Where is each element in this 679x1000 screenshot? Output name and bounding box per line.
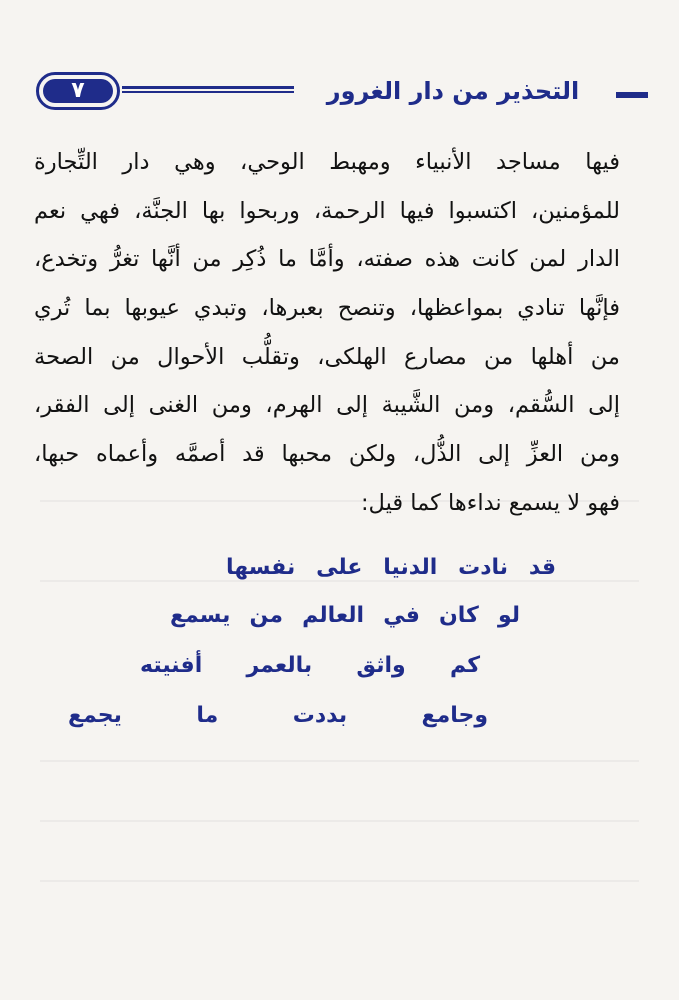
header-rule: [122, 86, 294, 93]
poem-verse: قد نادت الدنيا على نفسها: [226, 555, 556, 580]
bleed-through-line: [40, 820, 639, 822]
bleed-through-line: [40, 880, 639, 882]
text-line: فيها مساجد الأنبياء ومهبط الوحي، وهي دار التِّجارة: [34, 149, 620, 175]
poem-verse: وجامع بددت ما يجمع: [68, 703, 488, 728]
header-rule-end: [616, 92, 648, 98]
poem-verse: لو كان في العالم من يسمع: [170, 603, 520, 628]
poem-verse: كم واثق بالعمر أفنيته: [140, 653, 480, 678]
text-line: فهو لا يسمع نداءها كما قيل:: [360, 489, 620, 516]
page-number: ٧: [43, 79, 113, 103]
page-number-badge: [36, 72, 120, 110]
bleed-through-line: [40, 760, 639, 762]
body-paragraph: [34, 138, 620, 528]
text-line: فإنَّها تنادي بمواعظها، وتنصح بعبرها، وتبدي عيوبها بما تُري: [34, 295, 620, 322]
text-line: الدار لمن كانت هذه صفته، وأمَّا ما ذُكِر من أنَّها تغرُّ وتخدع،: [34, 246, 620, 273]
text-line: من أهلها من مصارع الهلكى، وتقلُّب الأحوال من الصحة: [34, 343, 620, 370]
text-line: إلى السُّقم، ومن الشَّيبة إلى الهرم، ومن الغنى إلى الفقر،: [34, 392, 620, 419]
page-header: [36, 70, 651, 120]
text-line: ومن العزِّ إلى الذُّل، ولكن محبها قد أصمَّه وأعماه حبها،: [34, 441, 620, 468]
running-title: التحذير من دار الغرور: [326, 77, 580, 105]
text-line: للمؤمنين، اكتسبوا فيها الرحمة، وربحوا بها الجنَّة، فهي نعم: [34, 197, 620, 224]
